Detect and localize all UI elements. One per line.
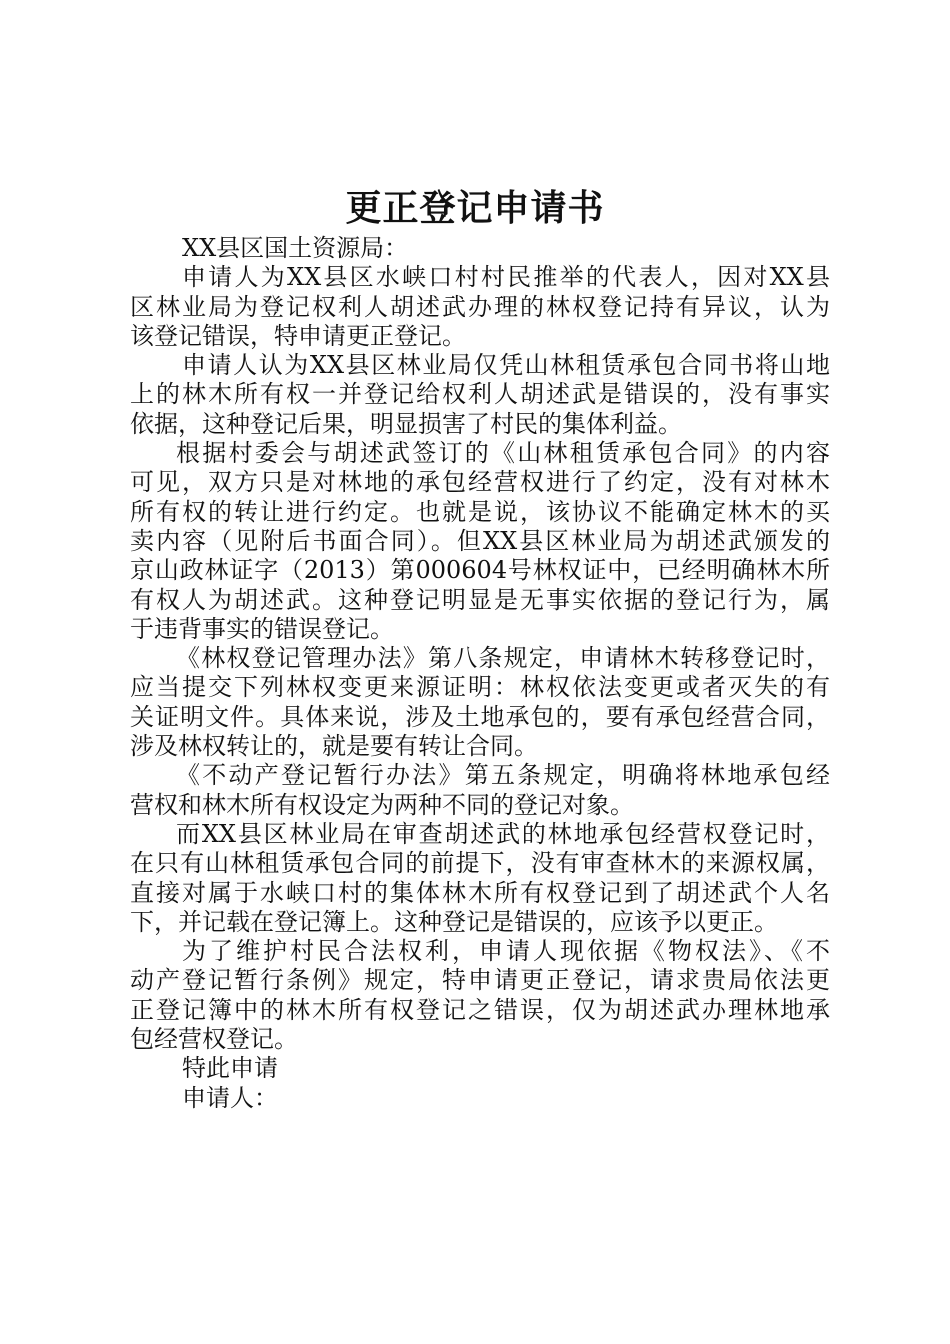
paragraph-line: 包经营权登记。 <box>130 1025 298 1054</box>
paragraph-line: 于违背事实的错误登记。 <box>130 614 394 643</box>
paragraph-line: 可见，双方只是对林地的承包经营权进行了约定，没有对林木 <box>130 468 830 497</box>
paragraph-line: 依据，这种登记后果，明显损害了村民的集体利益。 <box>130 409 682 438</box>
paragraph-line: 京山政林证字（2013）第000604号林权证中，已经明确林木所 <box>130 556 830 585</box>
paragraph-line: 正登记簿中的林木所有权登记之错误，仅为胡述武办理林地承 <box>130 995 830 1024</box>
paragraph-line: 《不动产登记暂行办法》第五条规定，明确将林地承包经 <box>176 761 830 790</box>
paragraph-line: 在只有山林租赁承包合同的前提下，没有审查林木的来源权属， <box>130 849 830 878</box>
paragraph-line: 根据村委会与胡述武签订的《山林租赁承包合同》的内容 <box>176 439 830 468</box>
document-body <box>130 234 830 1113</box>
paragraph-line: 动产登记暂行条例》规定，特申请更正登记，请求贵局依法更 <box>130 966 830 995</box>
paragraph-line: 申请人为XX县区水峡口村村民推举的代表人，因对XX县 <box>182 263 830 292</box>
paragraph-line: 上的林木所有权一并登记给权利人胡述武是错误的，没有事实 <box>130 380 830 409</box>
paragraph-line: 该登记错误，特申请更正登记。 <box>130 321 466 350</box>
paragraph-line: 直接对属于水峡口村的集体林木所有权登记到了胡述武个人名 <box>130 878 830 907</box>
paragraph-line: 区林业局为登记权利人胡述武办理的林权登记持有异议，认为 <box>130 292 830 321</box>
signature-label: 申请人： <box>182 1083 278 1112</box>
paragraph-line: 有权人为胡述武。这种登记明显是无事实依据的登记行为，属 <box>130 585 830 614</box>
paragraph-line: 涉及林权转让的，就是要有转让合同。 <box>130 732 538 761</box>
closing-text: 特此申请 <box>182 1054 278 1083</box>
paragraph-line: 营权和林木所有权设定为两种不同的登记对象。 <box>130 790 634 819</box>
paragraph-line: 而XX县区林业局在审查胡述武的林地承包经营权登记时， <box>176 819 830 848</box>
paragraph-line: 《林权登记管理办法》第八条规定，申请林木转移登记时， <box>176 644 830 673</box>
paragraph-line: 卖内容（见附后书面合同）。但XX县区林业局为胡述武颁发的 <box>130 526 830 555</box>
paragraph-line: 所有权的转让进行约定。也就是说，该协议不能确定林木的买 <box>130 497 830 526</box>
paragraph-line: 为了维护村民合法权利，申请人现依据《物权法》、《不 <box>182 937 830 966</box>
addressee: XX县区国土资源局： <box>182 234 409 262</box>
paragraph-line: 申请人认为XX县区林业局仅凭山林租赁承包合同书将山地 <box>182 351 830 380</box>
document-title: 更正登记申请书 <box>345 187 605 229</box>
paragraph-line: 应当提交下列林权变更来源证明：林权依法变更或者灭失的有 <box>130 673 830 702</box>
paragraph-line: 下，并记载在登记簿上。这种登记是错误的，应该予以更正。 <box>130 907 778 936</box>
paragraph-line: 关证明文件。具体来说，涉及土地承包的，要有承包经营合同， <box>130 702 830 731</box>
